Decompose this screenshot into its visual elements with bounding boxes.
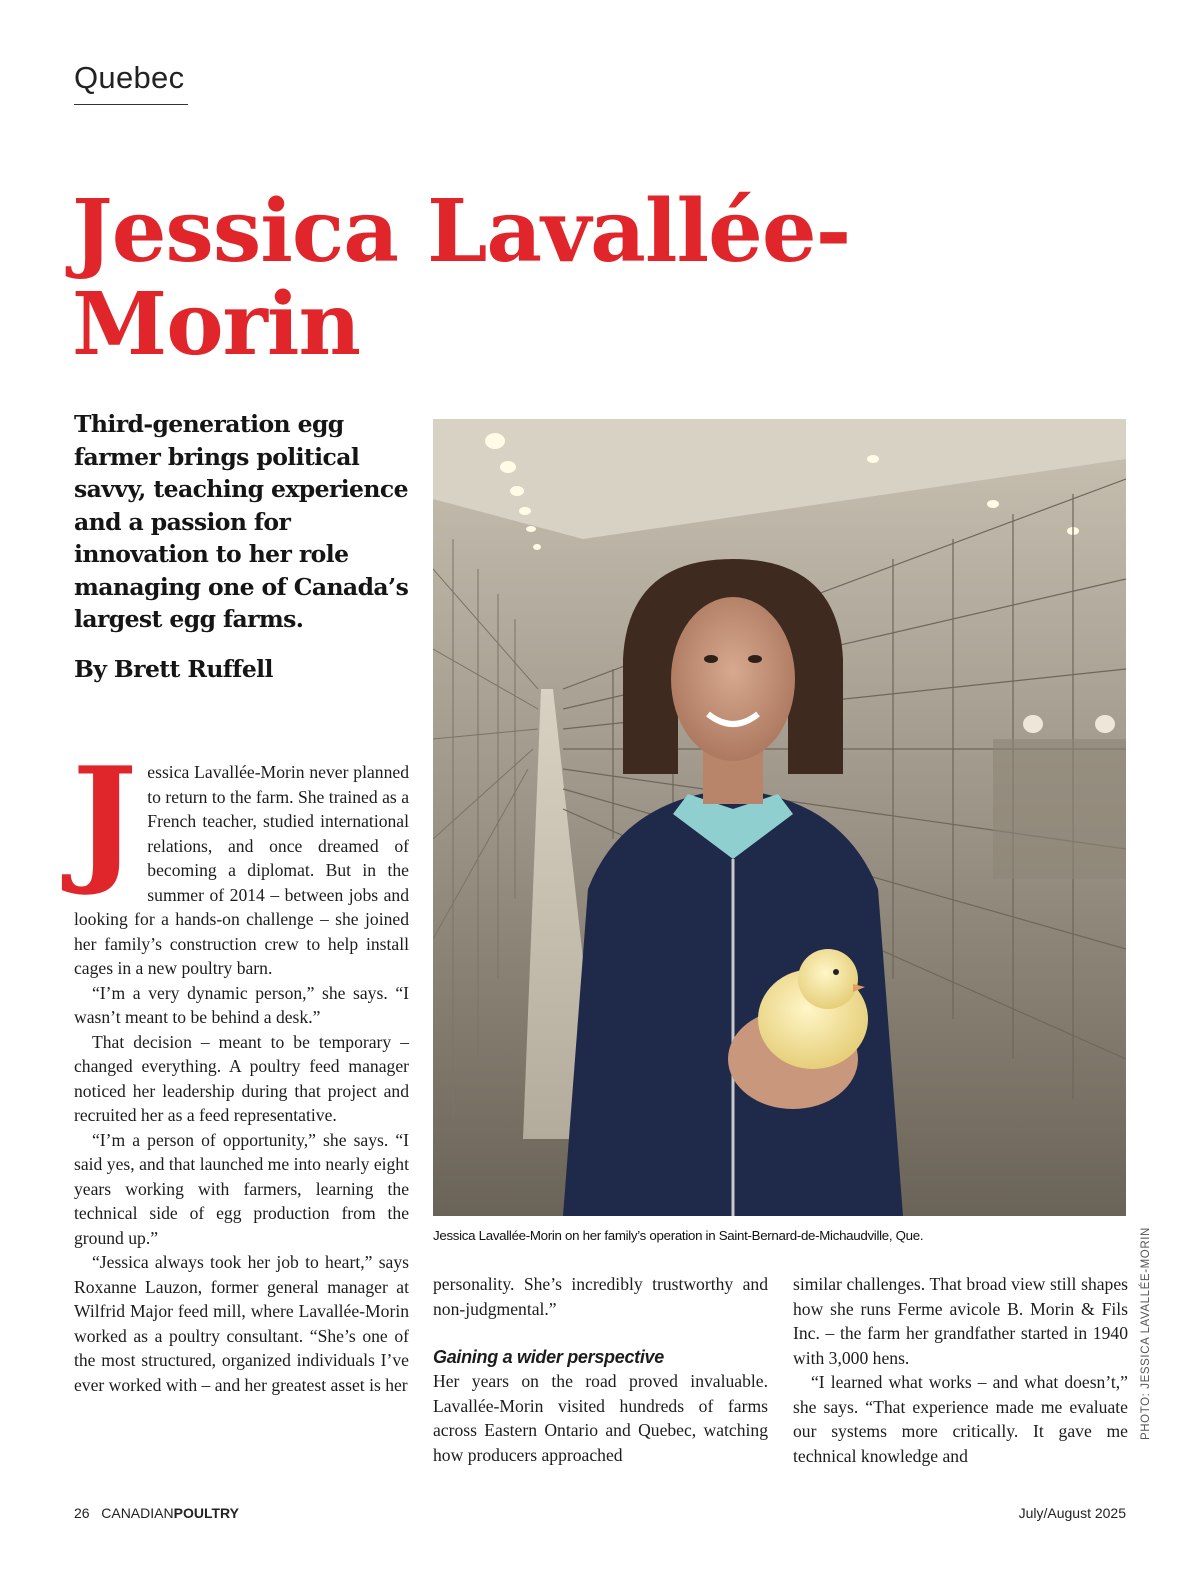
- body-paragraph: That decision – meant to be temporary – changed everything. A poultry feed manager noticed her leadership during that project and recruited her as a feed representative.: [74, 1031, 409, 1125]
- article-column-3: [793, 1272, 1128, 1468]
- publication-name-light: CANADIAN: [101, 1505, 174, 1521]
- body-paragraph: “I learned what works – and what doesn’t,” she says. “That experience made me evaluate our systems more critically. It gave me technical knowledge and: [793, 1372, 1128, 1466]
- body-paragraph: “Jessica always took her job to heart,” says Roxanne Lauzon, former general manager at Wilfrid Major feed mill, where Lavallée-Morin worked as a poultry consultant. “She’s one of the most structured, organized individuals I’ve ever worked with – and her greatest asset is her: [74, 1252, 409, 1395]
- section-rule: [74, 104, 188, 105]
- headline: Jessica Lavallée-Morin: [72, 181, 851, 375]
- body-paragraph: Her years on the road proved invaluable. Lavallée-Morin visited hundreds of farms across Eastern Ontario and Quebec, watching how producers approached: [433, 1371, 768, 1465]
- dropcap: J: [72, 736, 138, 899]
- article-column-1: [72, 736, 409, 1397]
- body-paragraph: essica Lavallée-Morin never planned to return to the farm. She trained as a French teacher, studied international relations, and once dreamed of becoming a diplomat. But in the summer of 2014 – between jobs and looking for a hands-on challenge – she joined her family’s construction crew to help install cages in a new poultry barn.: [74, 762, 409, 978]
- byline: By Brett Ruffell: [74, 655, 273, 683]
- section-label: Quebec: [74, 60, 185, 95]
- page-number: 26: [74, 1505, 90, 1521]
- subhead: Gaining a wider perspective: [433, 1347, 664, 1367]
- body-paragraph: “I’m a very dynamic person,” she says. “I wasn’t meant to be behind a desk.”: [74, 982, 409, 1027]
- photo-caption: Jessica Lavallée-Morin on her family’s operation in Saint-Bernard-de-Michaudville, Que.: [433, 1228, 924, 1243]
- publication-name-bold: POULTRY: [173, 1505, 239, 1521]
- issue-date: July/August 2025: [1018, 1505, 1126, 1521]
- footer-publication: [74, 1505, 239, 1521]
- body-paragraph: personality. She’s incredibly trustworthy and non-judgmental.”: [433, 1274, 768, 1319]
- body-paragraph: “I’m a person of opportunity,” she says. “I said yes, and that launched me into nearly eight years working with farmers, learning the technical side of egg production from the ground up.”: [74, 1129, 409, 1248]
- body-paragraph: similar challenges. That broad view still shapes how she runs Ferme avicole B. Morin & Fils Inc. – the farm her grandfather started in 1940 with 3,000 hens.: [793, 1274, 1128, 1368]
- feature-photo: [433, 419, 1126, 1216]
- photo-credit: PHOTO: JESSICA LAVALLÉE-MORIN: [1140, 1227, 1152, 1440]
- dek: Third-generation egg farmer brings political savvy, teaching experience and a passion for innovation to her role managing one of Canada’s largest egg farms.: [74, 410, 409, 633]
- article-column-2: [433, 1272, 768, 1467]
